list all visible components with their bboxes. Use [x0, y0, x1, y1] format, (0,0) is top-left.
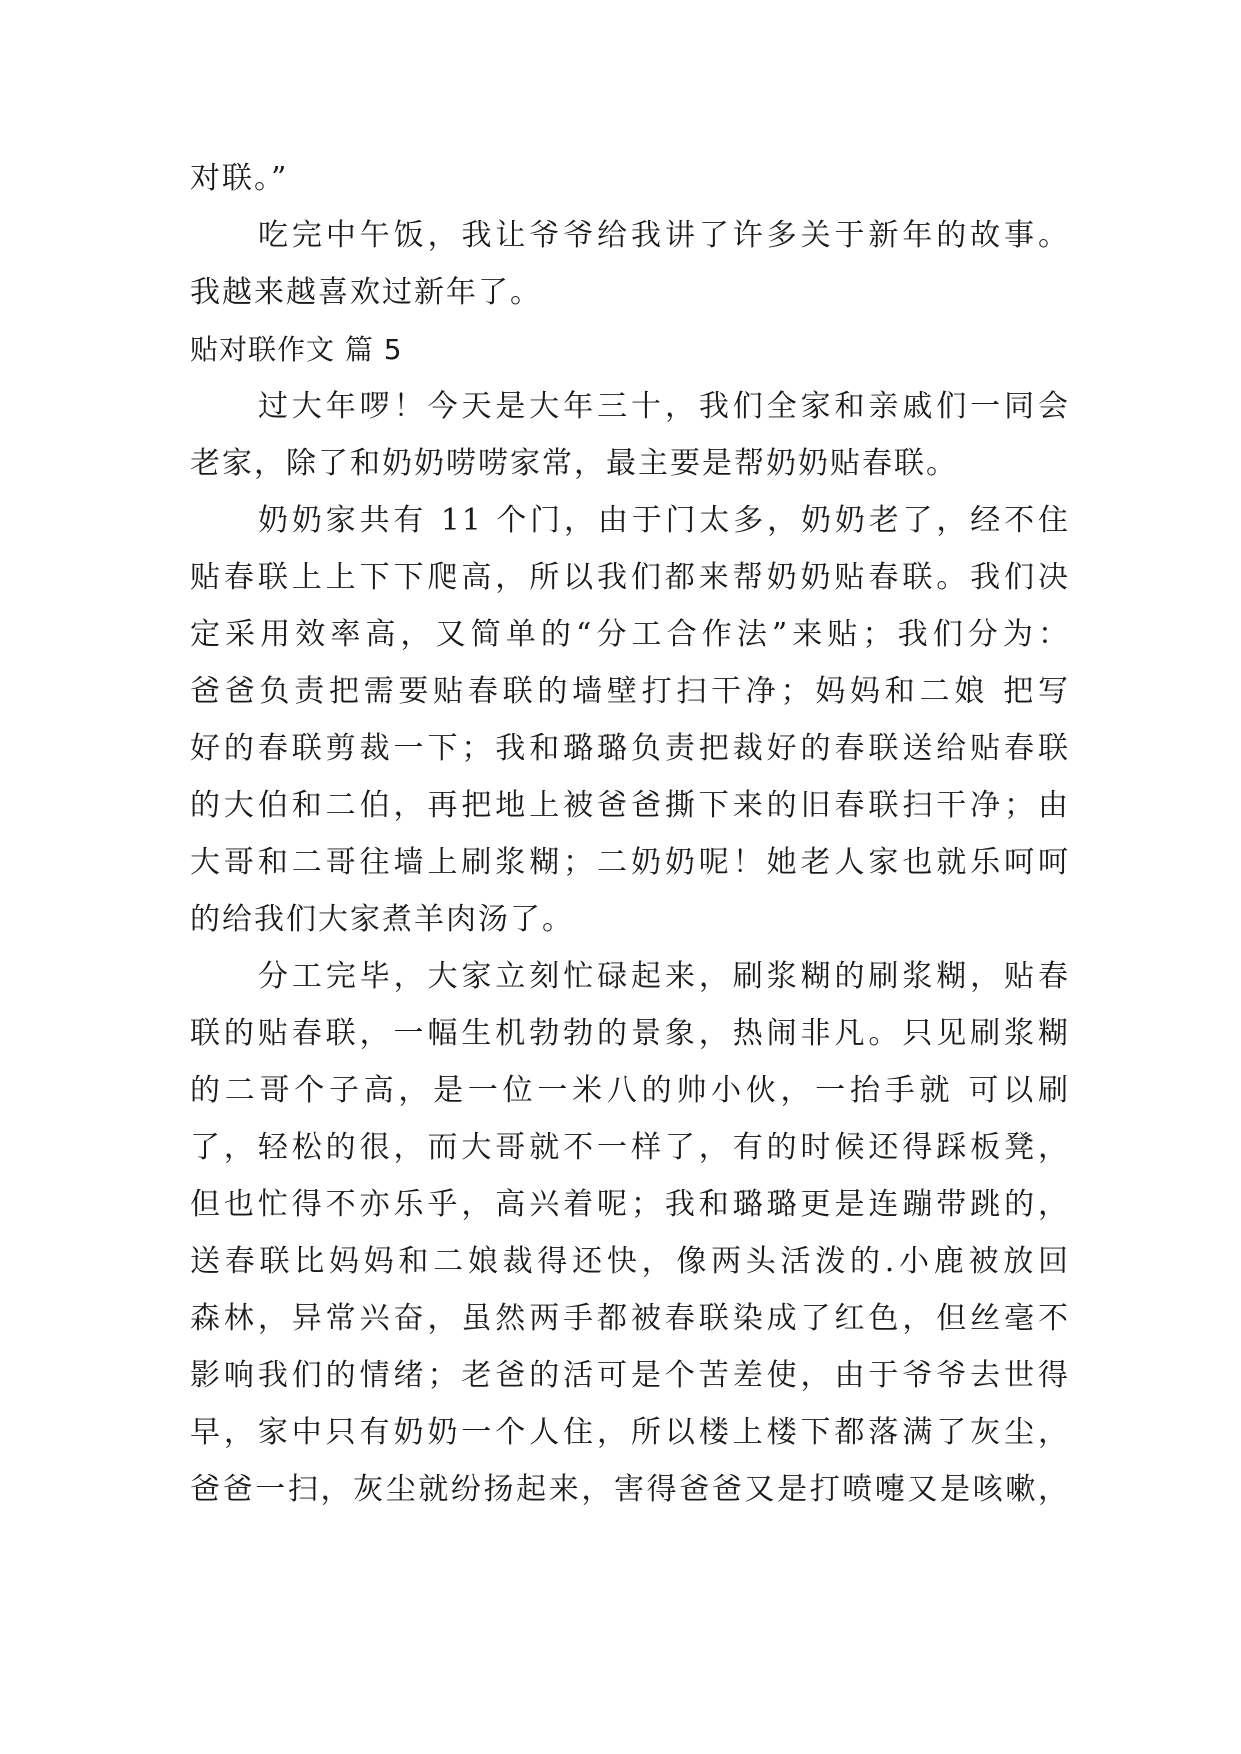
- text-line: 影响我们的情绪；老爸的活可是个苦差使，由于爷爷去世得: [190, 1358, 1070, 1393]
- text-line: 爸爸负责把需要贴春联的墙壁打扫干净；妈妈和二娘 把写: [190, 674, 1070, 709]
- text-line: 过大年啰！今天是大年三十，我们全家和亲戚们一同会: [258, 389, 1070, 424]
- document-body: [190, 150, 1070, 1518]
- text-line: 早，家中只有奶奶一个人住，所以楼上楼下都落满了灰尘，: [190, 1415, 1070, 1450]
- text-line: 对联。”: [190, 161, 289, 196]
- section-heading: 贴对联作文 篇 5: [190, 333, 403, 366]
- text-line: 森林，异常兴奋，虽然两手都被春联染成了红色，但丝毫不: [190, 1301, 1070, 1336]
- text-line: 的大伯和二伯，再把地上被爸爸撕下来的旧春联扫干净；由: [190, 788, 1070, 823]
- text-line: 奶奶家共有 11 个门，由于门太多，奶奶老了，经不住: [258, 503, 1070, 538]
- text-line: 但也忙得不亦乐乎，高兴着呢；我和璐璐更是连蹦带跳的，: [190, 1187, 1070, 1222]
- text-line: 定采用效率高，又简单的“分工合作法”来贴；我们分为：: [190, 617, 1070, 652]
- text-line: 的给我们大家煮羊肉汤了。: [190, 902, 574, 937]
- text-line: 送春联比妈妈和二娘裁得还快，像两头活泼的.小鹿被放回: [190, 1244, 1070, 1279]
- text-line: 老家，除了和奶奶唠唠家常，最主要是帮奶奶贴春联。: [190, 446, 958, 481]
- text-line: 大哥和二哥往墙上刷浆糊；二奶奶呢！她老人家也就乐呵呵: [190, 845, 1070, 880]
- text-line: 了，轻松的很，而大哥就不一样了，有的时候还得踩板凳，: [190, 1130, 1070, 1165]
- text-line: 分工完毕，大家立刻忙碌起来，刷浆糊的刷浆糊，贴春: [258, 959, 1070, 994]
- text-line: 爸爸一扫，灰尘就纷扬起来，害得爸爸又是打喷嚏又是咳嗽，: [190, 1472, 1070, 1507]
- text-line: 联的贴春联，一幅生机勃勃的景象，热闹非凡。只见刷浆糊: [190, 1016, 1070, 1051]
- text-line: 的二哥个子高，是一位一米八的帅小伙，一抬手就 可以刷: [190, 1073, 1070, 1108]
- text-line: 好的春联剪裁一下；我和璐璐负责把裁好的春联送给贴春联: [190, 731, 1070, 766]
- text-line: 吃完中午饭，我让爷爷给我讲了许多关于新年的故事。: [258, 218, 1070, 253]
- text-line: 贴春联上上下下爬高，所以我们都来帮奶奶贴春联。我们决: [190, 560, 1070, 595]
- text-line: 我越来越喜欢过新年了。: [190, 275, 542, 310]
